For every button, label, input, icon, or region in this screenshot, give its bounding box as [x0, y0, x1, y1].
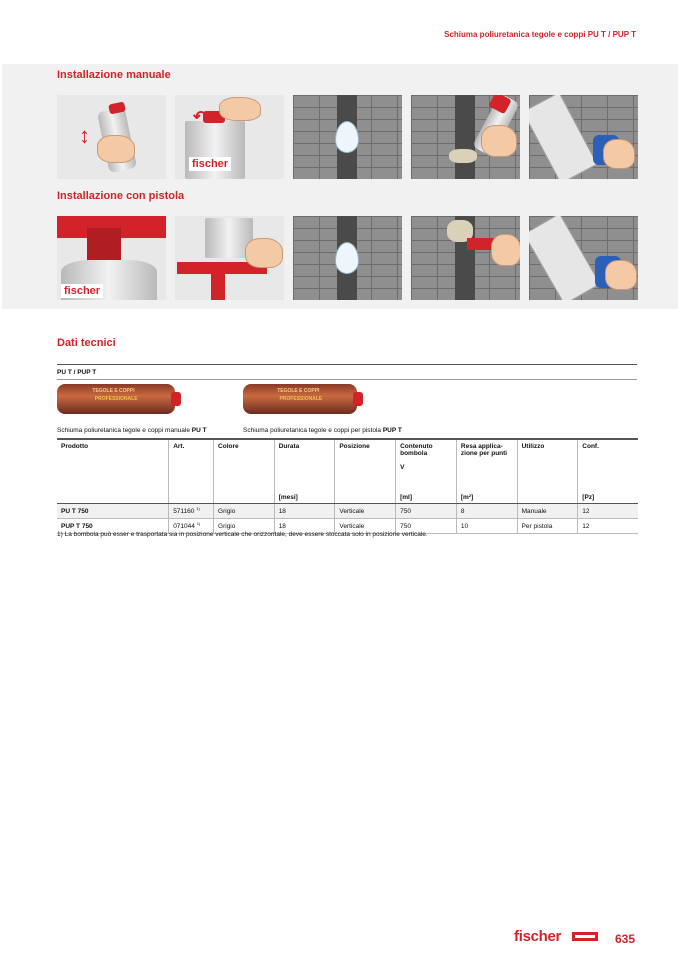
table-subheader: PU T / PUP T — [57, 369, 97, 376]
step-moisten-image — [293, 95, 402, 179]
cell-resa: 10 — [456, 519, 517, 534]
cell-colore: Grigio — [214, 504, 275, 519]
step-apply-gun-image — [411, 216, 520, 300]
cell-art: 571160 $^{1)}$ — [169, 504, 214, 519]
col-utilizzo: Utilizzo — [517, 439, 578, 492]
divider — [57, 379, 637, 380]
col-posizione: Posizione — [335, 439, 396, 492]
unit-cell — [57, 492, 169, 504]
product-label-bottom: PROFESSIONALE — [279, 396, 323, 402]
unit-cell: [ml] — [396, 492, 457, 504]
section-title-gun: Installazione con pistola — [57, 190, 185, 202]
manual-steps-row — [57, 95, 638, 179]
unit-cell — [214, 492, 275, 504]
unit-cell — [517, 492, 578, 504]
product-image-pu-t — [57, 384, 175, 414]
cell-conf: 12 — [578, 504, 638, 519]
fischer-can-logo-2: fischer — [61, 284, 103, 298]
col-resa: Resa applica-zione per punti — [456, 439, 517, 492]
cell-posizione: Verticale — [335, 519, 396, 534]
cell-contenuto: 750 — [396, 504, 457, 519]
unit-cell: [m²] — [456, 492, 517, 504]
tech-data-table — [57, 438, 638, 534]
product-label-top: TEGOLE E COPPI — [92, 388, 135, 394]
cell-resa: 8 — [456, 504, 517, 519]
table-units-row — [57, 492, 638, 504]
col-conf: Conf. — [578, 439, 638, 492]
water-drop-icon — [335, 121, 359, 153]
unit-cell: [Pz] — [578, 492, 638, 504]
footnote: 1) La bombola può esser e trasportata sia in posizione verticale che orizzontale, deve essere stoccata solo in posizione verticale. — [57, 531, 428, 538]
cell-utilizzo: Per pistola — [517, 519, 578, 534]
fischer-logo-mark-icon — [572, 932, 598, 941]
cell-prodotto: PUP T 750 — [57, 519, 169, 534]
step-cut-foam-image — [529, 95, 638, 179]
col-prodotto: Prodotto — [57, 439, 169, 492]
gun-steps-row — [57, 216, 638, 300]
product-label-bottom: PROFESSIONALE — [94, 396, 138, 402]
rotate-arrow-icon: ↶ — [193, 109, 207, 126]
cell-colore: Grigio — [214, 519, 275, 534]
table-header-row — [57, 439, 638, 492]
col-art: Art. — [169, 439, 214, 492]
unit-cell: [mesi] — [274, 492, 335, 504]
col-contenuto: Contenuto bombola V — [396, 439, 457, 492]
cell-conf: 12 — [578, 519, 638, 534]
shake-arrow-icon: ↕ — [79, 123, 90, 148]
product-caption-pu-t: Schiuma poliuretanica tegole e coppi manuale PU T — [57, 427, 207, 434]
running-header: Schiuma poliuretanica tegole e coppi PU T / PUP T — [444, 30, 636, 39]
cell-posizione: Verticale — [335, 504, 396, 519]
section-title-tech: Dati tecnici — [57, 337, 116, 349]
product-image-pup-t — [243, 384, 357, 414]
step-moisten-image-2 — [293, 216, 402, 300]
col-colore: Colore — [214, 439, 275, 492]
step-shake-can-image — [57, 95, 166, 179]
step-screw-valve-image — [175, 95, 284, 179]
cell-durata: 18 — [274, 519, 335, 534]
cell-prodotto: PU T 750 — [57, 504, 169, 519]
section-title-manual: Installazione manuale — [57, 69, 171, 81]
product-caption-pup-t: Schiuma poliuretanica tegole e coppi per pistola PUP T — [243, 427, 402, 434]
water-drop-icon-2 — [335, 242, 359, 274]
col-durata: Durata — [274, 439, 335, 492]
step-gun-grip-image — [175, 216, 284, 300]
unit-cell — [335, 492, 396, 504]
cell-contenuto: 750 — [396, 519, 457, 534]
unit-cell — [169, 492, 214, 504]
table-row — [57, 504, 638, 519]
page-number: 635 — [615, 932, 636, 946]
product-label-top: TEGOLE E COPPI — [277, 388, 320, 394]
cell-utilizzo: Manuale — [517, 504, 578, 519]
step-apply-foam-image — [411, 95, 520, 179]
step-cut-foam-image-2 — [529, 216, 638, 300]
fischer-logo: fischer — [514, 928, 562, 945]
step-mount-gun-image — [57, 216, 166, 300]
divider — [57, 364, 637, 365]
fischer-can-logo: fischer — [189, 157, 231, 171]
cell-durata: 18 — [274, 504, 335, 519]
cell-art: 071044 $^{1)}$ — [169, 519, 214, 534]
